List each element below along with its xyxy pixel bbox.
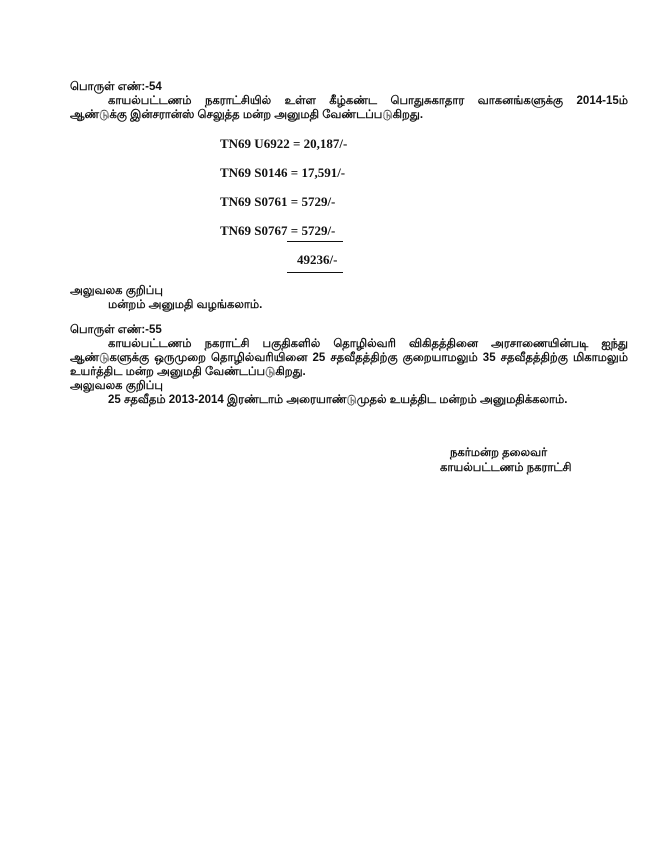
vehicle-row-1: TN69 U6922 = 20,187/-: [220, 136, 348, 151]
item-54-line-2: ஆண்டுக்கு இன்சரான்ஸ் செலுத்த மன்ற அனுமதி வேண்டப்படுகிறது.: [70, 109, 424, 121]
vehicle-row-2: TN69 S0146 = 17,591/-: [220, 165, 346, 180]
sum-rule-top: [287, 241, 343, 242]
item-55-line-1: காயல்பட்டணம் நகராட்சி பகுதிகளில் தொழில்வரி விகிதத்தினை அரசாணையின்படி ஐந்து: [108, 338, 628, 350]
item-55-line-2: ஆண்டுகளுக்கு ஒருமுறை தொழில்வரியினை 25 சதவீதத்திற்கு குறையாமலும் 35 சதவீதத்திற்கு மிகாமலும்: [70, 352, 628, 364]
item-54-note-heading: அலுவலக குறிப்பு: [70, 285, 163, 297]
item-55-heading: பொருள் எண்:-55: [70, 324, 162, 336]
item-55-note-text: 25 சதவீதம் 2013-2014 இரண்டாம் அரையாண்டுமுதல் உயத்திட மன்றம் அனுமதிக்கலாம்.: [108, 394, 568, 406]
item-54-heading: பொருள் எண்:-54: [70, 81, 162, 93]
item-55-line-3: உயர்த்திட மன்ற அனுமதி வேண்டப்படுகிறது.: [70, 366, 306, 378]
sum-rule-bottom: [287, 272, 343, 273]
signature-office: காயல்பட்டணம் நகராட்சி: [440, 462, 572, 474]
item-54-line-1: காயல்பட்டணம் நகராட்சியில் உள்ள கீழ்கண்ட பொதுசுகாதார வாகனங்களுக்கு 2014-15ம்: [108, 95, 628, 107]
vehicle-row-3: TN69 S0761 = 5729/-: [220, 194, 336, 209]
item-55-note-heading: அலுவலக குறிப்பு: [70, 380, 163, 392]
item-54-note-text: மன்றம் அனுமதி வழங்கலாம்.: [108, 299, 263, 311]
signature-title: நகர்மன்ற தலைவர்: [450, 447, 548, 459]
vehicle-row-4: TN69 S0767 = 5729/-: [220, 223, 336, 238]
total-amount: 49236/-: [297, 252, 338, 267]
